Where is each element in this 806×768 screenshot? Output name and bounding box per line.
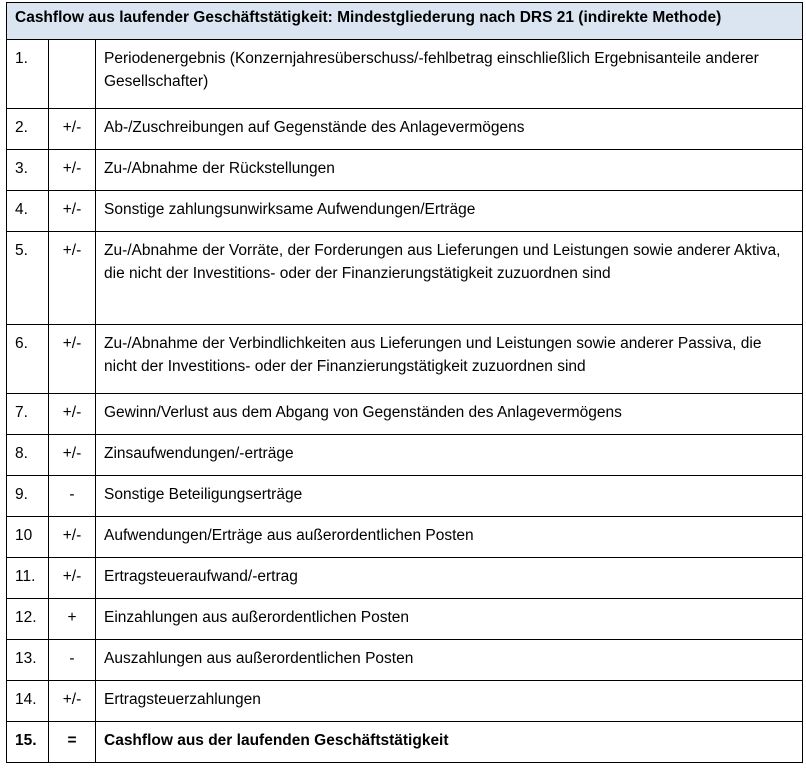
row-sign: +/-	[49, 191, 96, 232]
row-sign: +/-	[49, 517, 96, 558]
row-text: Zinsaufwendungen/-erträge	[96, 435, 803, 476]
row-sign: -	[49, 640, 96, 681]
row-sign: +/-	[49, 435, 96, 476]
row-sign: +/-	[49, 232, 96, 325]
row-text: Zu-/Abnahme der Rückstellungen	[96, 150, 803, 191]
row-text: Einzahlungen aus außerordentlichen Posten	[96, 599, 803, 640]
row-text: Aufwendungen/Erträge aus außerordentlichen Posten	[96, 517, 803, 558]
row-number: 12.	[7, 599, 49, 640]
table-row	[7, 394, 803, 435]
table-row	[7, 191, 803, 232]
table-row	[7, 109, 803, 150]
row-number: 8.	[7, 435, 49, 476]
row-sign: +/-	[49, 558, 96, 599]
row-text: Ab-/Zuschreibungen auf Gegenstände des Anlagevermögens	[96, 109, 803, 150]
row-sign	[49, 40, 96, 109]
row-sign: +/-	[49, 109, 96, 150]
row-sign: =	[49, 722, 96, 763]
row-text: Sonstige Beteiligungserträge	[96, 476, 803, 517]
row-number: 13.	[7, 640, 49, 681]
table-header-row	[7, 3, 803, 40]
row-text: Cashflow aus der laufenden Geschäftstätigkeit	[96, 722, 803, 763]
row-number: 7.	[7, 394, 49, 435]
table-header: Cashflow aus laufender Geschäftstätigkeit: Mindestgliederung nach DRS 21 (indirekte Methode)	[7, 3, 803, 40]
table-row	[7, 640, 803, 681]
table-row	[7, 681, 803, 722]
table-row	[7, 40, 803, 109]
row-text: Ertragsteueraufwand/-ertrag	[96, 558, 803, 599]
table-row	[7, 476, 803, 517]
row-text: Zu-/Abnahme der Vorräte, der Forderungen aus Lieferungen und Leistungen sowie anderer Aktiva, die nicht der Investitions- oder der Finanzierungstätigkeit zuzuordnen sind	[96, 232, 803, 325]
table-row	[7, 435, 803, 476]
table-row	[7, 517, 803, 558]
row-number: 10	[7, 517, 49, 558]
table-row	[7, 150, 803, 191]
row-text: Ertragsteuerzahlungen	[96, 681, 803, 722]
table-row	[7, 232, 803, 325]
row-number: 2.	[7, 109, 49, 150]
row-sign: +/-	[49, 150, 96, 191]
row-sign: +/-	[49, 681, 96, 722]
row-text: Sonstige zahlungsunwirksame Aufwendungen/Erträge	[96, 191, 803, 232]
row-text: Auszahlungen aus außerordentlichen Posten	[96, 640, 803, 681]
table-row-total	[7, 722, 803, 763]
row-number: 9.	[7, 476, 49, 517]
row-number: 15.	[7, 722, 49, 763]
row-sign: +/-	[49, 325, 96, 394]
table-row	[7, 558, 803, 599]
row-text: Gewinn/Verlust aus dem Abgang von Gegenständen des Anlagevermögens	[96, 394, 803, 435]
row-sign: +/-	[49, 394, 96, 435]
row-sign: +	[49, 599, 96, 640]
row-number: 3.	[7, 150, 49, 191]
row-text: Periodenergebnis (Konzernjahresüberschuss/-fehlbetrag einschließlich Ergebnisanteile anderer Gesellschafter)	[96, 40, 803, 109]
row-number: 11.	[7, 558, 49, 599]
row-text: Zu-/Abnahme der Verbindlichkeiten aus Lieferungen und Leistungen sowie anderer Passiva, die nicht der Investitions- oder der Finanzierungstätigkeit zuzuordnen sind	[96, 325, 803, 394]
row-sign: -	[49, 476, 96, 517]
row-number: 6.	[7, 325, 49, 394]
table-row	[7, 599, 803, 640]
cashflow-table	[6, 2, 803, 763]
row-number: 14.	[7, 681, 49, 722]
table-row	[7, 325, 803, 394]
row-number: 4.	[7, 191, 49, 232]
row-number: 1.	[7, 40, 49, 109]
row-number: 5.	[7, 232, 49, 325]
cashflow-table-container	[6, 2, 803, 763]
